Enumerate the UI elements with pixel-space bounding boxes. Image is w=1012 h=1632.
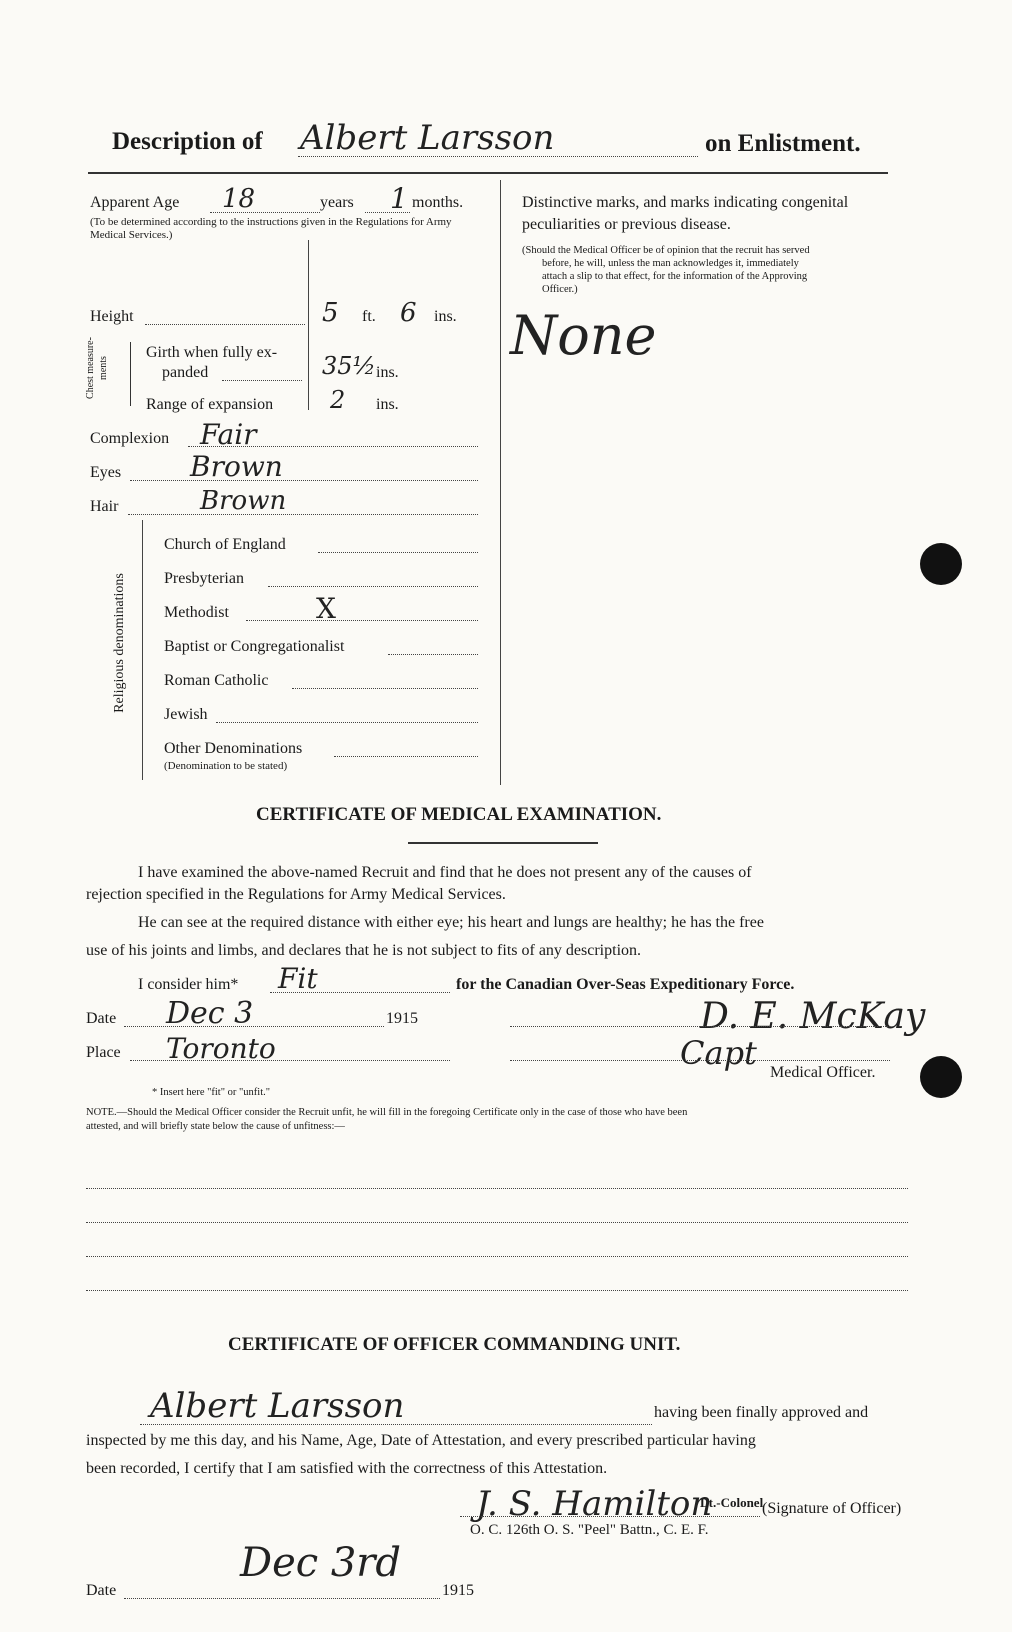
medical-para2-line2: use of his joints and limbs, and declares that he is not subject to fits of any description. [86,942,642,959]
commanding-line1-suffix: having been finally approved and [654,1404,869,1421]
consider-suffix: for the Canadian Over-Seas Expeditionary Force. [456,976,795,993]
commanding-sig-label: (Signature of Officer) [762,1500,902,1517]
medical-note-2: attested, and will briefly state below the cause of unfitness:— [86,1121,345,1132]
unfitness-line-3 [86,1256,908,1257]
marks-note-3: attach a slip to that effect, for the information of the Approving [542,271,808,282]
age-months: 1 [390,182,408,215]
unfitness-line-2 [86,1222,908,1223]
religion-other-note: (Denomination to be stated) [164,760,288,772]
medical-date-value: Dec 3 [166,996,254,1031]
range-value: 2 [330,386,346,414]
marks-value: None [510,304,657,367]
complexion-value: Fair [200,418,257,451]
ft-label: ft. [362,308,376,325]
commanding-date-value: Dec 3rd [240,1540,402,1586]
commanding-date-label: Date [86,1582,117,1599]
girth-label-1: Girth when fully ex- [146,344,278,361]
range-label: Range of expansion [146,396,274,413]
title-prefix: Description of [112,128,263,155]
religion-jewish: Jewish [164,706,208,723]
punch-hole-top [920,543,962,585]
height-ft: 5 [322,298,339,328]
religion-other: Other Denominations [164,740,303,757]
medical-para1-line2: rejection specified in the Regulations for Army Medical Services. [86,886,506,903]
eyes-value: Brown [190,450,283,483]
age-years: 18 [222,184,256,214]
complexion-label: Complexion [90,430,170,447]
age-label: Apparent Age [90,194,180,211]
age-note: (To be determined according to the instructions given in the Regulations for Army Medical Services.) [90,216,452,241]
insert-note: * Insert here "fit" or "unfit." [152,1087,271,1098]
commanding-title: CERTIFICATE OF OFFICER COMMANDING UNIT. [228,1334,681,1355]
unfitness-line-4 [86,1290,908,1291]
hair-label: Hair [90,498,119,515]
commanding-line3: been recorded, I certify that I am satisfied with the correctness of this Attestation. [86,1460,608,1477]
commanding-date-year: 1915 [442,1582,474,1599]
marks-note-4: Officer.) [542,284,578,295]
commanding-rank: Lt.-Colonel [700,1495,764,1510]
religion-baptist: Baptist or Congregationalist [164,638,345,655]
medical-place-label: Place [86,1044,121,1061]
religion-church-of-england: Church of England [164,536,286,553]
eyes-label: Eyes [90,464,122,481]
consider-value: Fit [278,962,318,995]
chest-side-label: Chest measure-ments [85,337,109,399]
medical-officer-rank: Capt [680,1034,757,1072]
years-label: years [320,194,354,211]
religion-methodist-mark: X [316,592,336,625]
column-divider [500,180,501,785]
marks-heading-1: Distinctive marks, and marks indicating congenital [522,194,849,211]
punch-hole-bottom [920,1056,962,1098]
girth-label-2: panded [162,364,209,381]
height-in: 6 [400,298,417,328]
religion-side-label: Religious denominations [112,573,127,713]
commanding-signature: J. S. Hamilton [476,1484,713,1524]
medical-note-1: NOTE.—Should the Medical Officer consider the Recruit unfit, he will fill in the foregoing Certificate only in the case of those who have been [86,1107,688,1118]
medical-para1-line1: I have examined the above-named Recruit and find that he does not present any of the causes of [138,864,752,881]
marks-note-2: before, he will, unless the man acknowledges it, immediately [542,258,799,269]
girth-ins: ins. [376,364,399,381]
commanding-recruit-name: Albert Larsson [150,1386,405,1426]
months-label: months. [412,194,464,211]
medical-officer-label: Medical Officer. [770,1064,876,1081]
medical-date-label: Date [86,1010,117,1027]
medical-date-year: 1915 [386,1010,418,1027]
height-label: Height [90,308,134,325]
marks-note-1: (Should the Medical Officer be of opinion that the recruit has served [522,245,810,256]
religion-presbyterian: Presbyterian [164,570,244,587]
commanding-unit: O. C. 126th O. S. "Peel" Battn., C. E. F. [470,1522,709,1538]
girth-value: 35½ [322,352,376,380]
unfitness-line-1 [86,1188,908,1189]
consider-prefix: I consider him* [138,976,239,993]
title-suffix: on Enlistment. [705,130,861,157]
range-ins: ins. [376,396,399,413]
commanding-line2: inspected by me this day, and his Name, Age, Date of Attestation, and every prescribed particular having [86,1432,756,1449]
religion-methodist: Methodist [164,604,229,621]
medical-officer-signature: D. E. McKay [700,996,926,1037]
religion-roman-catholic: Roman Catholic [164,672,269,689]
medical-para2-line1: He can see at the required distance with either eye; his heart and lungs are healthy; he has the free [138,914,764,931]
medical-title: CERTIFICATE OF MEDICAL EXAMINATION. [256,804,662,825]
recruit-name: Albert Larsson [300,118,555,158]
hair-value: Brown [200,486,287,516]
marks-heading-2: peculiarities or previous disease. [522,216,731,233]
medical-place-value: Toronto [166,1032,276,1065]
ins-label: ins. [434,308,457,325]
